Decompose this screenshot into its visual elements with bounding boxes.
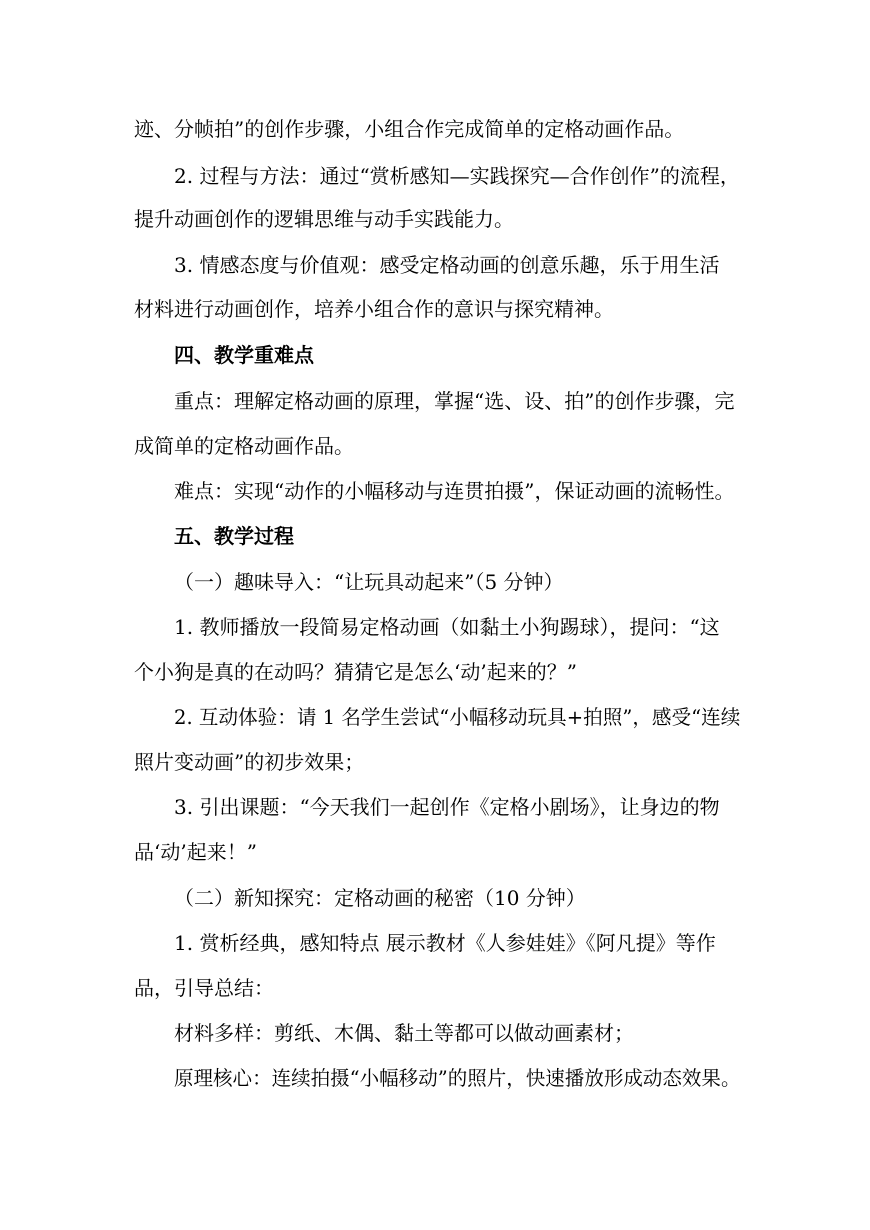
- paragraph-line: 照片变动画”的初步效果；: [134, 750, 365, 774]
- paragraph-line: 2. 互动体验：请 1 名学生尝试“小幅移动玩具+拍照”，感受“连续: [174, 705, 741, 729]
- paragraph-line: 品，引导总结：: [134, 976, 274, 1000]
- paragraph-line: 2. 过程与方法：通过“赏析感知—实践探究—合作创作”的流程，: [174, 164, 740, 188]
- paragraph-line: 原理核心：连续拍摄“小幅移动”的照片，快速播放形成动态效果。: [174, 1066, 741, 1090]
- paragraph-line: 材料多样：剪纸、木偶、黏土等都可以做动画素材；: [174, 1021, 634, 1045]
- paragraph-line: 个小狗是真的在动吗？猜猜它是怎么‘动’起来的？”: [134, 660, 577, 684]
- paragraph-line: 难点：实现“动作的小幅移动与连贯拍摄”，保证动画的流畅性。: [174, 479, 735, 503]
- paragraph-line: 3. 情感态度与价值观：感受定格动画的创意乐趣，乐于用生活: [174, 253, 720, 277]
- paragraph-line: 1. 赏析经典，感知特点 展示教材《人参娃娃》《阿凡提》等作: [174, 931, 716, 955]
- section-heading: 四、教学重难点: [174, 343, 314, 367]
- section-heading: 五、教学过程: [174, 524, 294, 548]
- paragraph-line: 迹、分帧拍”的创作步骤，小组合作完成简单的定格动画作品。: [134, 117, 685, 141]
- paragraph-line: 成简单的定格动画作品。: [134, 434, 354, 458]
- paragraph-line: 1. 教师播放一段简易定格动画（如黏土小狗踢球），提问：“这: [174, 615, 720, 639]
- subsection-heading: （二）新知探究：定格动画的秘密（10 分钟）: [174, 886, 586, 910]
- paragraph-line: 品‘动’起来！”: [134, 840, 257, 864]
- paragraph-line: 材料进行动画创作，培养小组合作的意识与探究精神。: [134, 297, 614, 321]
- paragraph-line: 重点：理解定格动画的原理，掌握“选、设、拍”的创作步骤，完: [174, 389, 735, 413]
- paragraph-line: 3. 引出课题：“今天我们一起创作《定格小剧场》，让身边的物: [174, 795, 720, 819]
- subsection-heading: （一）趣味导入：“让玩具动起来”（5 分钟）: [174, 570, 564, 594]
- paragraph-line: 提升动画创作的逻辑思维与动手实践能力。: [134, 207, 514, 231]
